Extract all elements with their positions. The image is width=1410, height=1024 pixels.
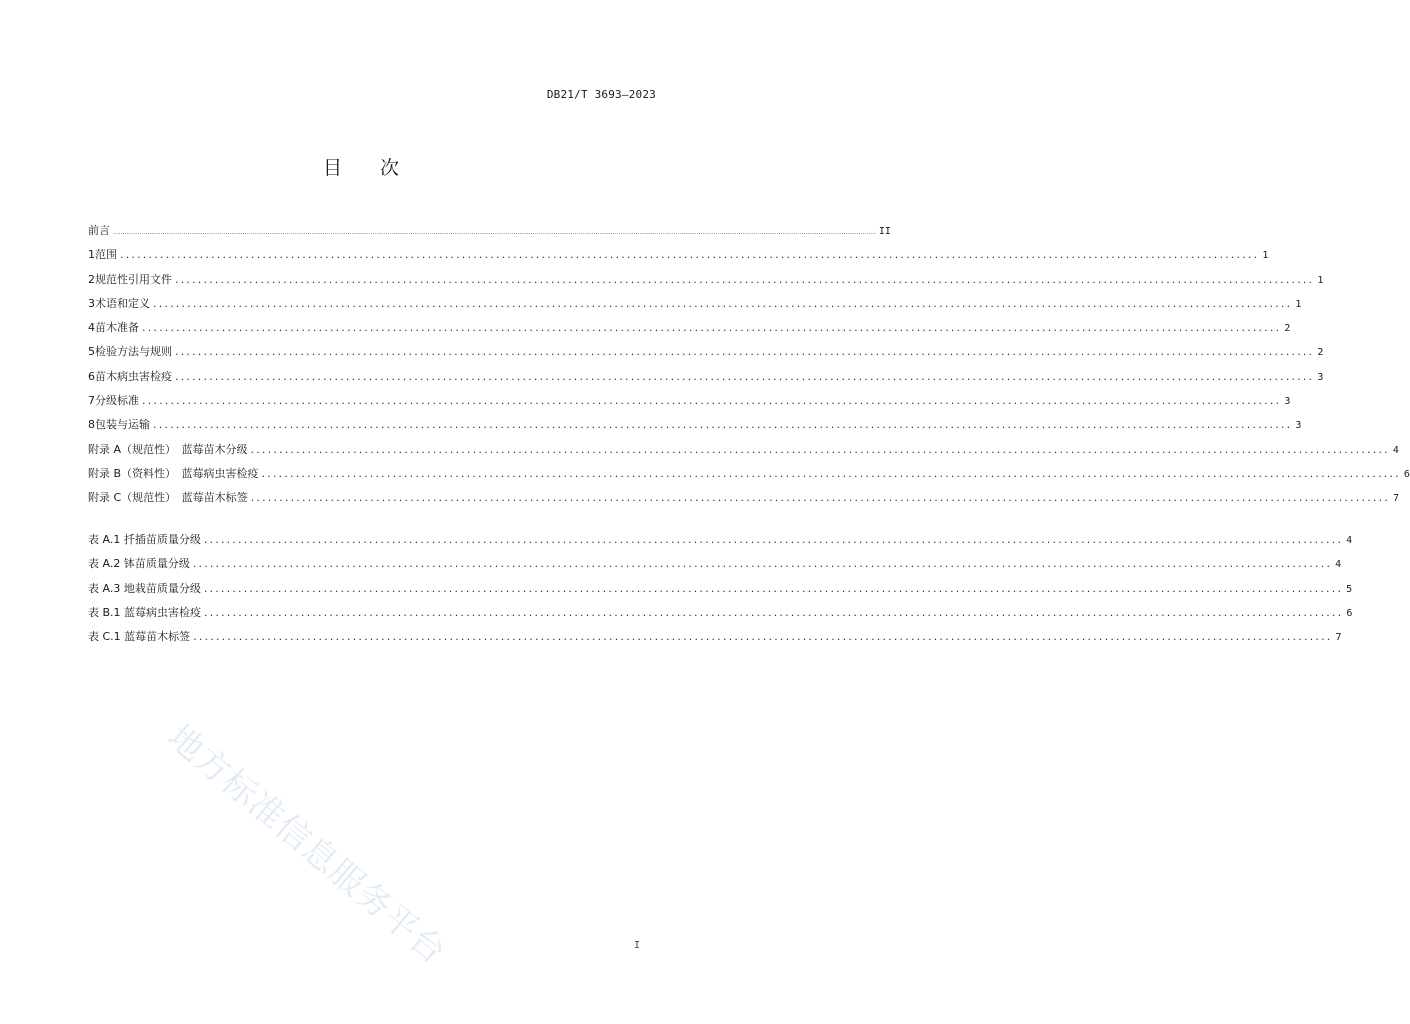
document-code: DB21/T 3693—2023 <box>546 88 656 101</box>
toc-entry-page: 1 <box>1295 298 1302 310</box>
table-entry-page: 6 <box>1346 607 1353 619</box>
toc-leader: ........................................................................................................................................................................................................ <box>175 345 1315 359</box>
toc-entry[interactable] <box>88 462 1410 486</box>
table-entry-page: 4 <box>1335 559 1342 571</box>
table-entry[interactable] <box>88 528 1353 552</box>
toc-leader: ........................................................................................................................................................................................................ <box>261 466 1401 480</box>
toc-entry[interactable] <box>88 413 1302 437</box>
title-char-1: 目 <box>322 157 344 179</box>
toc-entry-page: 2 <box>1317 347 1324 359</box>
toc-leader: ........................................................................................................................................................................................................ <box>175 272 1315 286</box>
toc-entry[interactable] <box>88 438 1399 462</box>
page-number: I <box>633 940 640 951</box>
toc-leader: ........................................................................................................................................................................................................ <box>204 605 1344 619</box>
toc-entry-number: 2 <box>88 272 95 286</box>
toc-entry-label: 附录 B（资料性） 蓝莓病虫害检疫 <box>88 466 259 480</box>
toc-leader: ........................................................................................................................................................................................................ <box>175 369 1315 383</box>
toc-leader: ........................................................................................................................................................................................................ <box>153 296 1293 310</box>
toc-entry-label: 苗木准备 <box>95 321 139 335</box>
toc-entry-label: 前言 <box>88 224 110 237</box>
toc-leader: ................................................................................................................................................................................................................................................................................................................................................................................................................ <box>113 229 876 236</box>
toc-leader: ........................................................................................................................................................................................................ <box>142 321 1282 335</box>
toc-list <box>88 219 1410 511</box>
toc-entry-page: 3 <box>1317 371 1324 383</box>
toc-entry-page: 4 <box>1392 444 1399 456</box>
table-entry[interactable] <box>88 625 1342 649</box>
toc-entry-page: 3 <box>1284 396 1291 408</box>
table-entry-label: 表 A.1 扦插苗质量分级 <box>88 533 201 546</box>
watermark: 地方标准信息服务平台 <box>159 716 454 973</box>
toc-entry-label: 分级标准 <box>95 394 139 408</box>
toc-entry[interactable] <box>88 365 1324 389</box>
toc-entry-page: 6 <box>1403 468 1410 480</box>
page-title <box>0 153 724 180</box>
toc-leader: ........................................................................................................................................................................................................ <box>153 418 1293 432</box>
toc-entry-label: 范围 <box>95 248 117 262</box>
toc-entry-page: 1 <box>1262 250 1269 262</box>
table-entry[interactable] <box>88 577 1353 601</box>
toc-entry-label: 规范性引用文件 <box>95 272 172 286</box>
toc-entry-page: II <box>878 226 891 237</box>
toc-entry[interactable] <box>88 389 1291 413</box>
toc-entry[interactable] <box>88 219 891 243</box>
toc-entry[interactable] <box>88 292 1302 316</box>
table-entry-page: 5 <box>1346 583 1353 595</box>
toc-entry-number: 6 <box>88 369 95 383</box>
toc-entry-page: 3 <box>1295 420 1302 432</box>
toc-entry-page: 1 <box>1317 274 1324 286</box>
table-entry-label: 表 A.2 钵苗质量分级 <box>88 557 190 571</box>
toc-entry-label: 术语和定义 <box>95 296 150 310</box>
toc-entry-page: 7 <box>1393 493 1400 505</box>
toc-entry-label: 检验方法与规则 <box>95 345 172 359</box>
toc-entry-number: 4 <box>88 321 95 335</box>
toc-entry-number: 7 <box>88 394 95 408</box>
toc-leader: ........................................................................................................................................................................................................ <box>193 630 1333 644</box>
toc-leader: ........................................................................................................................................................................................................ <box>120 248 1260 262</box>
toc-leader: ........................................................................................................................................................................................................ <box>250 491 1391 505</box>
table-list <box>88 528 1353 649</box>
toc-entry-number: 8 <box>88 418 95 432</box>
toc-entry-label: 附录 A（规范性） 蓝莓苗木分级 <box>88 442 248 456</box>
toc-leader: ........................................................................................................................................................................................................ <box>250 442 1390 456</box>
toc-entry[interactable] <box>88 486 1400 510</box>
toc-entry[interactable] <box>88 268 1324 292</box>
table-entry-page: 4 <box>1346 535 1353 546</box>
toc-entry-label: 附录 C（规范性） 蓝莓苗木标签 <box>88 491 248 505</box>
toc-entry[interactable] <box>88 243 1269 267</box>
table-entry-label: 表 B.1 蓝莓病虫害检疫 <box>88 605 202 619</box>
toc-entry-label: 包装与运输 <box>95 418 150 432</box>
toc-entry-number: 1 <box>88 248 95 262</box>
toc-leader: ........................................................................................................................................................................................................ <box>142 394 1282 408</box>
toc-leader: ........................................................................................................................................................................................................ <box>203 533 1344 546</box>
table-entry[interactable] <box>88 601 1353 625</box>
toc-entry[interactable] <box>88 340 1324 364</box>
toc-entry-number: 3 <box>88 296 95 310</box>
title-char-2: 次 <box>380 157 402 179</box>
table-entry-page: 7 <box>1335 632 1342 644</box>
table-entry-label: 表 C.1 蓝莓苗木标签 <box>88 630 191 644</box>
toc-entry[interactable] <box>88 316 1291 340</box>
table-entry[interactable] <box>88 552 1342 576</box>
table-entry-label: 表 A.3 地栽苗质量分级 <box>88 581 201 595</box>
toc-leader: ........................................................................................................................................................................................................ <box>192 557 1333 571</box>
toc-entry-label: 苗木病虫害检疫 <box>95 369 172 383</box>
toc-entry-page: 2 <box>1284 323 1291 335</box>
toc-leader: ........................................................................................................................................................................................................ <box>203 581 1344 595</box>
toc-entry-number: 5 <box>88 345 95 359</box>
